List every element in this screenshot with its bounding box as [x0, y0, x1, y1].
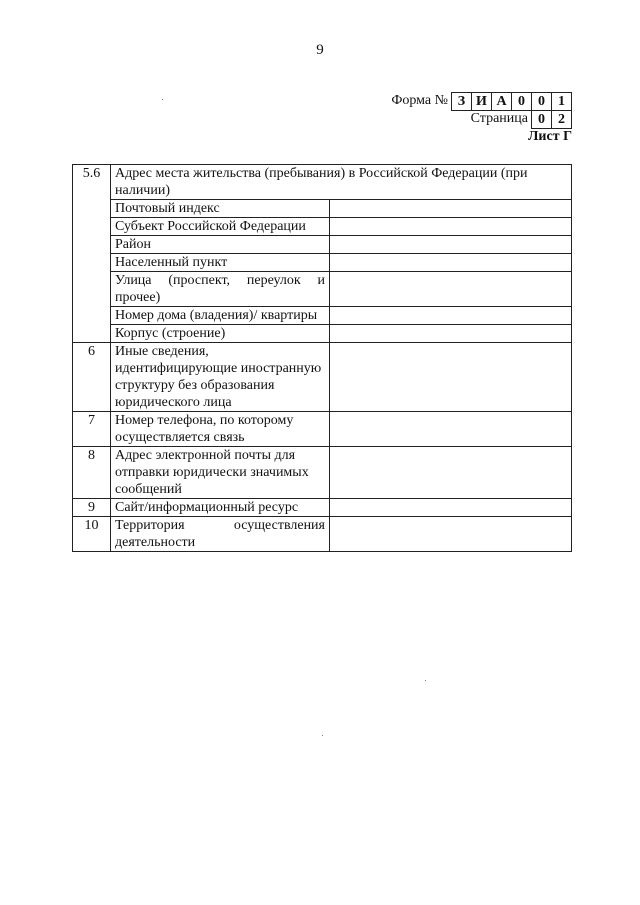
form-page-row [391, 110, 572, 128]
field-label: Район [111, 236, 330, 254]
table-row [73, 218, 572, 236]
page-number: 9 [316, 42, 324, 58]
form-code-cell: З [451, 92, 472, 111]
table-row [73, 517, 572, 552]
field-label: Субъект Российской Федерации [111, 218, 330, 236]
field-value[interactable] [330, 517, 572, 552]
field-label: Почтовый индекс [111, 200, 330, 218]
form-page-cells [532, 110, 572, 129]
row-number: 10 [73, 517, 111, 552]
field-value[interactable] [330, 343, 572, 412]
form-table [72, 164, 572, 552]
form-header [391, 92, 572, 128]
field-value[interactable] [330, 218, 572, 236]
form-code-cells [452, 92, 572, 111]
field-label: Номер телефона, по которому осуществляется связь [111, 412, 330, 447]
field-label: Населенный пункт [111, 254, 330, 272]
form-number-label: Форма № [391, 93, 448, 108]
row-number: 5.6 [73, 165, 111, 343]
row-number: 6 [73, 343, 111, 412]
row-number: 7 [73, 412, 111, 447]
field-label: Корпус (строение) [111, 325, 330, 343]
scan-speck [162, 99, 163, 100]
field-label: Иные сведения, идентифицирующие иностранную структуру без образования юридического лица [111, 343, 330, 412]
field-label: Улица (проспект, переулок и прочее) [111, 272, 330, 307]
table-row [73, 343, 572, 412]
table-row [73, 236, 572, 254]
table-row [73, 499, 572, 517]
field-value[interactable] [330, 200, 572, 218]
sheet-label: Лист Г [528, 129, 572, 144]
form-page-cell: 0 [531, 110, 552, 129]
field-value[interactable] [330, 236, 572, 254]
scan-speck [322, 735, 323, 736]
field-value[interactable] [330, 307, 572, 325]
form-code-cell: 1 [551, 92, 572, 111]
field-label: Номер дома (владения)/ квартиры [111, 307, 330, 325]
row-number: 9 [73, 499, 111, 517]
table-row [73, 200, 572, 218]
table-row [73, 325, 572, 343]
field-label: Территория осуществления деятельности [111, 517, 330, 552]
table-row [73, 254, 572, 272]
form-number-row [391, 92, 572, 110]
form-code-cell: А [491, 92, 512, 111]
field-value[interactable] [330, 499, 572, 517]
field-value[interactable] [330, 412, 572, 447]
table-row [73, 307, 572, 325]
section-title: Адрес места жительства (пребывания) в Российской Федерации (при наличии) [111, 165, 572, 200]
form-page-label: Страница [470, 111, 528, 126]
form-page-cell: 2 [551, 110, 572, 129]
field-value[interactable] [330, 272, 572, 307]
field-value[interactable] [330, 254, 572, 272]
row-number: 8 [73, 447, 111, 499]
table-row [73, 272, 572, 307]
field-label: Сайт/информационный ресурс [111, 499, 330, 517]
table-row [73, 447, 572, 499]
table-row [73, 165, 572, 200]
field-value[interactable] [330, 325, 572, 343]
form-code-cell: 0 [531, 92, 552, 111]
table-row [73, 412, 572, 447]
scan-speck [425, 680, 426, 681]
field-label: Адрес электронной почты для отправки юридически значимых сообщений [111, 447, 330, 499]
form-code-cell: 0 [511, 92, 532, 111]
field-value[interactable] [330, 447, 572, 499]
form-code-cell: И [471, 92, 492, 111]
